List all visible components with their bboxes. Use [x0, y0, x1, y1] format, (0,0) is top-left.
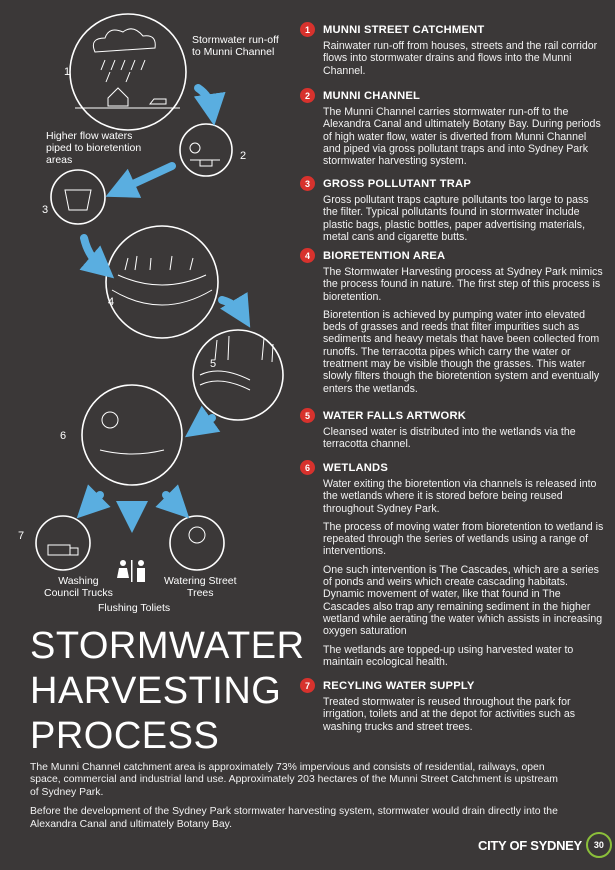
step-text: The Stormwater Harvesting process at Sydney Park mimics the process found in nature. The first step of this process is bioretention.: [323, 266, 603, 303]
flow-arrow-4: [222, 300, 242, 314]
truck-icon: [48, 545, 78, 555]
street-tree-icon: [189, 527, 205, 543]
channel-circle: [180, 124, 232, 176]
flow-arrow-3: [84, 238, 102, 268]
diagram-number-5: 5: [210, 358, 217, 370]
step-text: Bioretention is achieved by pumping water into elevated beds of grasses and reeds that filter impurities such as sediments and heavy metals that have been collected from runoffs. The terracotta pipes which carry the water or treatment may be visible though the grasses. This water slowly filters though the bioretention system and eventually enters the wetlands.: [323, 308, 600, 395]
step-text: Treated stormwater is reused throughout the park for irrigation, toilets and at the depot for activities such as washing trucks and street trees.: [323, 696, 576, 733]
wetland-circle: [82, 385, 182, 485]
flow-arrow-1: [198, 88, 212, 110]
step-text: The wetlands are topped-up using harvested water to maintain ecological health.: [323, 643, 574, 668]
diagram-number-7: 7: [18, 530, 25, 542]
grass-icon: [125, 256, 193, 270]
bioretention-circle: [106, 226, 218, 338]
house-icon: [108, 88, 128, 106]
step-title: MUNNI CHANNEL: [323, 89, 421, 102]
step-text: The process of moving water from bioretention to wetland is repeated through the series of wetlands using a range of interventions.: [323, 520, 604, 558]
page-title: [30, 624, 305, 759]
footer-paragraph: The Munni Channel catchment area is approximately 73% impervious and consists of residential, railways, open space, commercial and industrial land use. Approximately 203 hectares of the Munni Street Catchment is upstream of Sydney Park.: [30, 762, 558, 798]
pond-icon: [100, 450, 164, 454]
step-badge: 6: [300, 460, 315, 475]
channel-icon: [190, 160, 220, 166]
flushing-label: Flushing Toliets: [98, 602, 171, 614]
step-1: [300, 22, 605, 83]
pipe-icon: [200, 371, 250, 390]
step-text: Cleansed water is distributed into the wetlands via the terracotta channel.: [323, 426, 576, 451]
flow-arrow-5: [198, 418, 212, 428]
step-text: Gross pollutant traps capture pollutants too large to pass the filter. Typical pollutants found in stormwater include plastic bags, plastic bottles, paper advertising materials, metal cans and cigarette butts.: [323, 194, 589, 243]
step-5: [300, 408, 605, 457]
reeds-icon: [215, 336, 273, 362]
higher-flow-label: Higher flow waters piped to bioretention areas: [46, 130, 142, 166]
title-line: PROCESS: [30, 715, 220, 757]
flow-arrow-2: [120, 166, 172, 190]
step-title: WATER FALLS ARTWORK: [323, 409, 467, 422]
wetland-tree-icon: [102, 412, 118, 428]
step-text: The Munni Channel carries stormwater run-off to the Alexandra Canal and ultimately Botany Bay. During periods of high water flow, water is diverted from Munni Channel and piped via gross pollutant traps and into Sydney Park stormwater harvesting system.: [323, 106, 601, 168]
step-title: WETLANDS: [323, 461, 388, 474]
step-4: [300, 248, 605, 401]
process-diagram: [0, 0, 300, 620]
city-of-sydney-logo: [478, 832, 612, 858]
footer-paragraph: Before the development of the Sydney Park stormwater harvesting system, stormwater would drain directly into the Alexandra Canal and ultimately Botany Bay.: [30, 806, 558, 830]
step-title: MUNNI STREET CATCHMENT: [323, 23, 485, 36]
step-title: BIORETENTION AREA: [323, 249, 446, 262]
step-badge: 3: [300, 176, 315, 191]
title-line: HARVESTING: [30, 670, 282, 712]
cloud-icon: [93, 29, 155, 52]
washing-label: Washing Council Trucks: [44, 575, 113, 599]
trap-icon: [65, 190, 91, 210]
step-text: Rainwater run-off from houses, streets and the rail corridor flows into stormwater drains and flows into the Munni Channel.: [323, 40, 598, 77]
step-badge: 2: [300, 88, 315, 103]
step-text: One such intervention is The Cascades, which are a series of ponds and weirs which create cascading habitats. Dynamic movement of water, like that found in The Cascades also trap any remaining sediment in the higher wetland while aerating the water which assists in increasing oxygen saturation: [323, 563, 603, 638]
watering-label: Watering Street Trees: [164, 575, 237, 599]
diagram-number-1: 1: [64, 66, 71, 78]
trap-circle: [51, 170, 105, 224]
step-badge: 7: [300, 678, 315, 693]
step-2: [300, 88, 605, 173]
step-badge: 1: [300, 22, 315, 37]
step-3: [300, 176, 605, 249]
flow-arrow-6c: [166, 495, 178, 507]
diagram-number-4: 4: [108, 296, 115, 308]
bioretention-bed: [112, 275, 212, 305]
rain-icon: [101, 60, 145, 82]
car-icon: [150, 99, 166, 104]
flow-arrow-6a: [88, 495, 100, 507]
step-7: [300, 678, 605, 739]
anniversary-badge-icon: 30: [586, 832, 612, 858]
step-title: RECYLING WATER SUPPLY: [323, 679, 475, 692]
step-badge: 5: [300, 408, 315, 423]
step-badge: 4: [300, 248, 315, 263]
step-6: [300, 460, 605, 674]
trucks-circle: [36, 516, 90, 570]
diagram-number-2: 2: [240, 150, 247, 162]
logo-text: CITY OF SYDNEY: [478, 837, 582, 853]
runoff-label: Stormwater run-off to Munni Channel: [192, 34, 279, 58]
tree-icon: [190, 143, 200, 153]
diagram-illustrations: [0, 0, 300, 620]
step-title: GROSS POLLUTANT TRAP: [323, 177, 471, 190]
catchment-circle: [70, 14, 186, 130]
toilet-icon: [117, 560, 145, 582]
footer-notes: [30, 762, 560, 838]
title-line: STORMWATER: [30, 625, 305, 667]
diagram-number-6: 6: [60, 430, 67, 442]
diagram-number-3: 3: [42, 204, 49, 216]
step-text: Water exiting the bioretention via channels is released into the wetlands where it is stored before being reused throughout Sydney Park.: [323, 478, 597, 515]
